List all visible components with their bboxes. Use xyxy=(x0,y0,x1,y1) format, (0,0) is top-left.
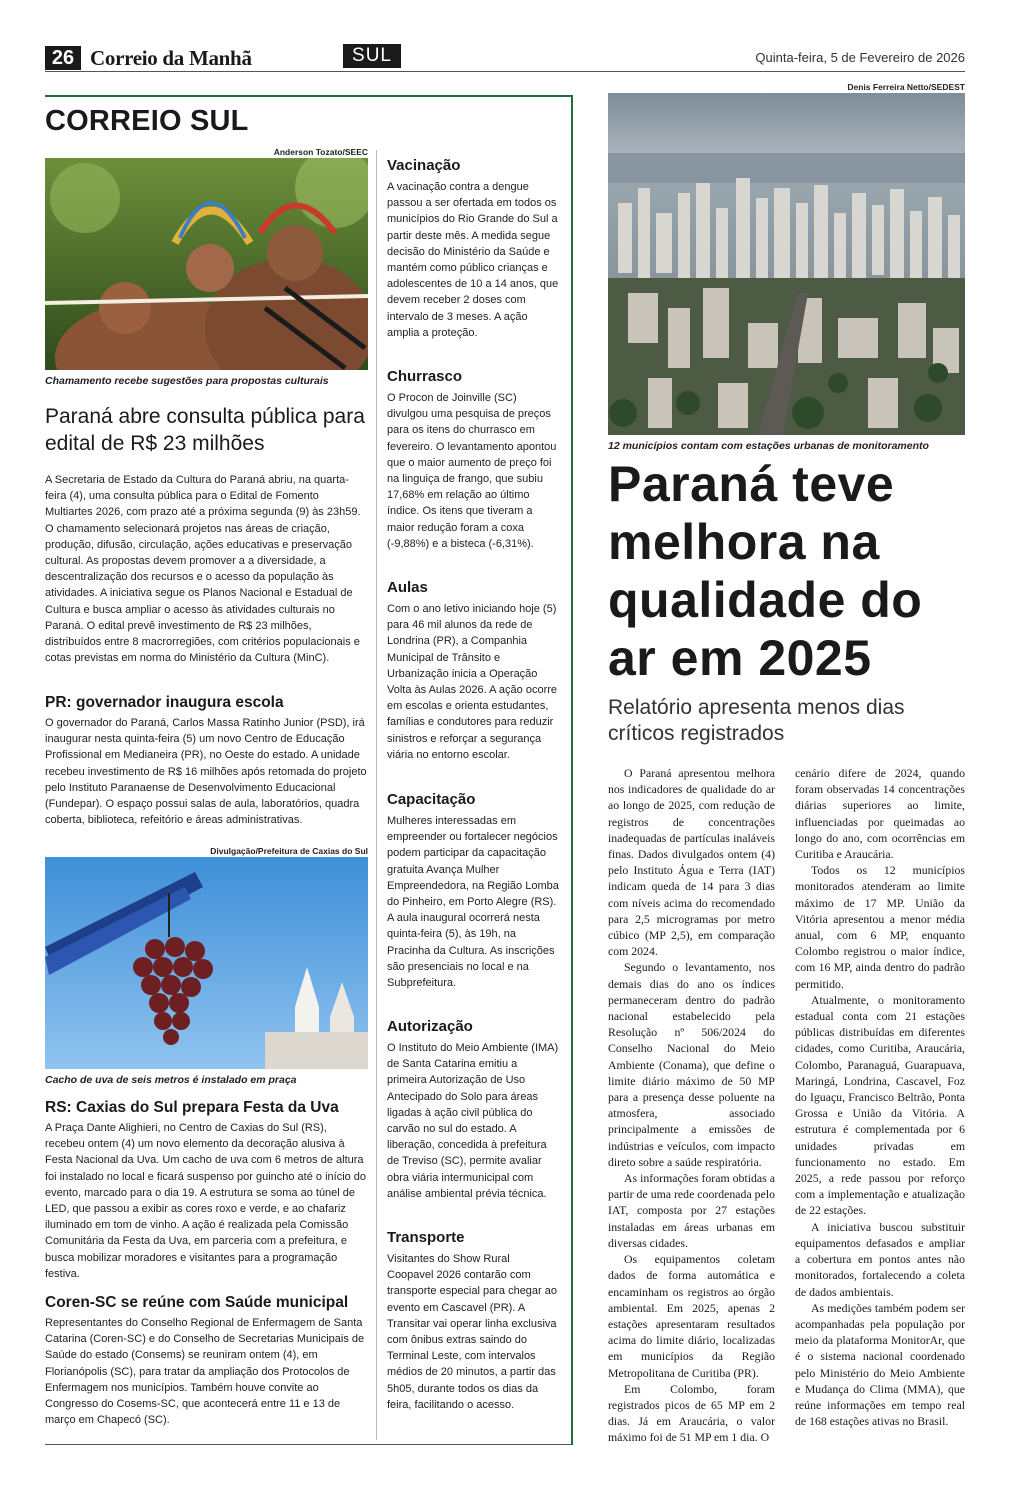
indigenous-photo xyxy=(45,158,368,370)
story3-headline[interactable]: RS: Caxias do Sul prepara Festa da Uva xyxy=(45,1099,339,1116)
brief-vacinacao-title[interactable]: Vacinação xyxy=(387,157,461,174)
photo1-credit: Anderson Tozato/SEEC xyxy=(273,147,368,157)
main-col1-paragraph: Em Colombo, foram registrados picos de 65 MP em 2 dias. Já em Araucária, o valor máximo foi de 51 MP em 1 dia. O xyxy=(608,1381,775,1445)
section-rule-side xyxy=(571,95,573,1445)
brief-transporte-body: Visitantes do Show Rural Coopavel 2026 contarão com transporte especial para chegar ao evento em Cascavel (PR). A Transitar vai operar linha exclusiva com ônibus extras saindo do Terminal Leste, com intervalos médios de 20 minutos, a partir das 5h05, durante todos os dias da feira, facilitando o acesso. xyxy=(387,1253,557,1411)
main-subtitle: Relatório apresenta menos dias críticos registrados xyxy=(608,696,905,745)
column-divider xyxy=(376,150,377,1440)
brief-autorizacao-title[interactable]: Autorização xyxy=(387,1018,473,1035)
brief-aulas-body: Com o ano letivo iniciando hoje (5) para 46 mil alunos da rede de Londrina (PR), a Companhia Municipal de Trânsito e Urbanização inicia a Operação Volta às Aulas 2026. A ação ocorre em escolas e orienta estudantes, famílias e condutores para reduzir sinistros e reforçar a segurança viária no entorno escolar. xyxy=(387,603,558,761)
grape-cluster-photo xyxy=(45,857,368,1069)
story4-headline[interactable]: Coren-SC se reúne com Saúde municipal xyxy=(45,1294,349,1311)
photo2-caption: Cacho de uva de seis metros é instalado em praça xyxy=(45,1074,297,1086)
page-header xyxy=(45,44,965,72)
main-photo-caption: 12 municípios contam com estações urbanas de monitoramento xyxy=(608,440,929,452)
main-col1-paragraph: As informações foram obtidas a partir de uma rede coordenada pelo IAT, composta por 27 estações instaladas em áreas urbanas em diversas cidades. xyxy=(608,1171,775,1250)
main-col2-paragraph: cenário difere de 2024, quando foram observadas 14 concentrações diárias superiores ao limite, influenciadas por queimadas ao longo do ano, com ocorrências em Curitiba e Araucária. xyxy=(795,766,965,862)
main-col1-paragraph: Os equipamentos coletam dados de forma automática e encaminham os registros ao órgão ambiental. Em 2025, apenas 2 estações apresentaram resultados acima do limite diário, localizadas em municípios da Região Metropolitana de Curitiba (PR). xyxy=(608,1252,775,1380)
brief-transporte-title[interactable]: Transporte xyxy=(387,1229,465,1246)
page-number: 26 xyxy=(45,46,81,70)
issue-date: Quinta-feira, 5 de Fevereiro de 2026 xyxy=(755,50,965,65)
brief-aulas-title[interactable]: Aulas xyxy=(387,579,428,596)
brief-capacitacao-title[interactable]: Capacitação xyxy=(387,791,476,808)
photo2-credit: Divulgação/Prefeitura de Caxias do Sul xyxy=(210,846,368,856)
main-col1-paragraph: O Paraná apresentou melhora nos indicadores de qualidade do ar ao longo de 2025, com redução de registros de concentrações inadequadas de partículas inaláveis finas. Dados divulgados ontem (4) pelo Instituto Água e Terra (IAT) indicam queda de 14 para 3 dias com níveis acima do recomendado para 2,5 microgramas por metro cúbico (MP 2,5), em comparação com 2024. xyxy=(608,766,775,959)
story4-body: Representantes do Conselho Regional de Enfermagem de Santa Catarina (Coren-SC) e do Conselho de Secretarias Municipais de Saúde do estado (Consems) se reuniram ontem (4), em Florianópolis (SC), para tratar da ampliação dos Protocolos de Enfermagem nos municípios. Também houve convite ao Congresso do Cosems-SC, que acontecerá entre 11 e 13 de março em Chapecó (SC). xyxy=(45,1317,365,1427)
story1-headline[interactable]: Paraná abre consulta pública para edital de R$ 23 milhões xyxy=(45,405,365,455)
story2-headline[interactable]: PR: governador inaugura escola xyxy=(45,694,284,711)
brief-churrasco-title[interactable]: Churrasco xyxy=(387,368,463,385)
brief-vacinacao-body: A vacinação contra a dengue passou a ser ofertada em todos os municípios do Rio Grande do Sul a partir deste mês. A medida segue decisão do Ministério da Saúde e mantém como público crianças e adolescentes de 10 a 14 anos, que devem receber 2 doses com intervalo de 3 meses. A ação amplia a proteção. xyxy=(387,181,559,339)
main-photo-credit: Denis Ferreira Netto/SEDEST xyxy=(847,82,965,92)
story2-body: O governador do Paraná, Carlos Massa Ratinho Junior (PSD), irá inaugurar nesta quinta-feira (5) um novo Centro de Educação Profissional em Medianeira (PR), no Oeste do estado. A unidade recebeu investimento de R$ 16 milhões após retomada do projeto pelo Instituto Paranaense de Desenvolvimento Educacional (Fundepar). O espaço possui salas de aula, laboratórios, quadra coberta, biblioteca, refeitório e áreas administrativas. xyxy=(45,717,367,827)
story3-body: A Praça Dante Alighieri, no Centro de Caxias do Sul (RS), recebeu ontem (4) um novo elemento da decoração alusiva à Festa Nacional da Uva. Um cacho de uva com 6 metros de altura foi instalado no local e ficará suspenso por guincho até o início do evento, marcado para o dia 19. A estrutura se soma ao túnel de LED, que passou a exibir as cores roxo e verde, e ao chafariz iluminado em tom de vinho. A ação é realizada pela Comissão Comunitária da Festa da Uva, em parceria com a prefeitura, e busca mobilizar moradores e visitantes para a programação festiva. xyxy=(45,1122,367,1280)
main-body-col2 xyxy=(795,765,965,1429)
main-body-col1 xyxy=(608,765,775,1446)
brief-capacitacao-body: Mulheres interessadas em empreender ou fortalecer negócios podem participar da capacitação gratuita Avança Mulher Empreendedora, na Região Lomba do Pinheiro, em Porto Alegre (RS). A aula inaugural ocorrerá nesta quinta-feira (5), às 19h, na Pracinha da Cultura. As inscrições são presenciais no local e na Subprefeitura. xyxy=(387,815,559,990)
main-col2-paragraph: Todos os 12 municípios monitorados atenderam ao limite máximo de 17 MP. União da Vitória apresentou a menor média anual, com 6 MP, enquanto Colombo registrou o maior índice, com 16 MP, ainda dentro do padrão permitido. xyxy=(795,863,965,991)
main-col1-paragraph: Segundo o levantamento, nos demais dias do ano os índices permaneceram dentro do padrão nacional estabelecido pela Resolução nº 506/2024 do Conselho Nacional do Meio Ambiente (Conama), que define o limite diário máximo de 50 MP para a presença desse poluente na atmosfera, associado principalmente a emissões de indústrias e veículos, com impacto direto sobre a saúde respiratória. xyxy=(608,960,775,1169)
main-col2-paragraph: A iniciativa buscou substituir equipamentos defasados e ampliar a cobertura em pontos antes não monitorados, fortalecendo a coleta de dados ambientais. xyxy=(795,1219,965,1299)
section-rule-bottom xyxy=(45,1444,573,1445)
main-col2-paragraph: Atualmente, o monitoramento estadual conta com 21 estações públicas distribuídas em diferentes cidades, como Curitiba, Araucária, Colombo, Paranaguá, Guarapuava, Maringá, Londrina, Cascavel, Foz do Iguaçu, Francisco Beltrão, Ponta Grossa e União da Vitória. A estrutura é complementada por 6 unidades privadas em funcionamento no estado. Em 2025, a rede passou por reforço com a implementação e atualização de 22 estações. xyxy=(795,992,965,1218)
section-rule-top xyxy=(45,95,573,97)
main-headline[interactable]: Paraná teve melhora na qualidade do ar em 2025 xyxy=(608,456,923,686)
section-kicker: CORREIO SUL xyxy=(45,105,249,137)
newspaper-brand[interactable]: Correio da Manhã xyxy=(90,46,252,70)
story1-body: A Secretaria de Estado da Cultura do Paraná abriu, na quarta-feira (4), uma consulta pública para o Edital de Fomento Multiartes 2026, com prazo até a próxima segunda (9) às 23h59. O chamamento selecionará projetos nas áreas de criação, produção, difusão, circulação, ações educativas e preservação cultural. As propostas devem promover a a diversidade, a descentralização dos recursos e o acesso da população às atividades. A iniciativa segue os Planos Nacional e Estadual de Cultura e busca ampliar o acesso às atividades culturais no Paraná. O edital prevê investimento de R$ 23 milhões, distribuídos entre 8 macrorregiões, com critérios populacionais e cotas previstas em norma do Ministério da Cultura (MinC). xyxy=(45,474,361,665)
brief-churrasco-body: O Procon de Joinville (SC) divulgou uma pesquisa de preços para os itens do churrasco em fevereiro. O levantamento apontou que o maior aumento de preço foi na linguiça de frango, que subiu 17,68% em relação ao último índice. Os itens que tiveram a maior redução foram a coxa (-9,88%) e a bisteca (-6,31%). xyxy=(387,392,557,550)
city-aerial-photo xyxy=(608,93,965,435)
photo1-caption: Chamamento recebe sugestões para propostas culturais xyxy=(45,375,329,387)
main-col2-paragraph: As medições também podem ser acompanhadas pela população por meio da plataforma MonitorAr, que é o sistema nacional coordenado pelo Ministério do Meio Ambiente e Mudança do Clima (MMA), que reúne informações em tempo real de 168 estações ativas no Brasil. xyxy=(795,1300,965,1429)
brief-autorizacao-body: O Instituto do Meio Ambiente (IMA) de Santa Catarina emitiu a primeira Autorização de Uso Antecipado do Solo para áreas ligadas à ação civil pública do carvão no sul do estado. A liberação, concedida à prefeitura de Treviso (SC), permite avaliar obra viária intermunicipal com análise ambiental prévia técnica. xyxy=(387,1042,559,1200)
section-label[interactable]: SUL xyxy=(343,44,401,68)
